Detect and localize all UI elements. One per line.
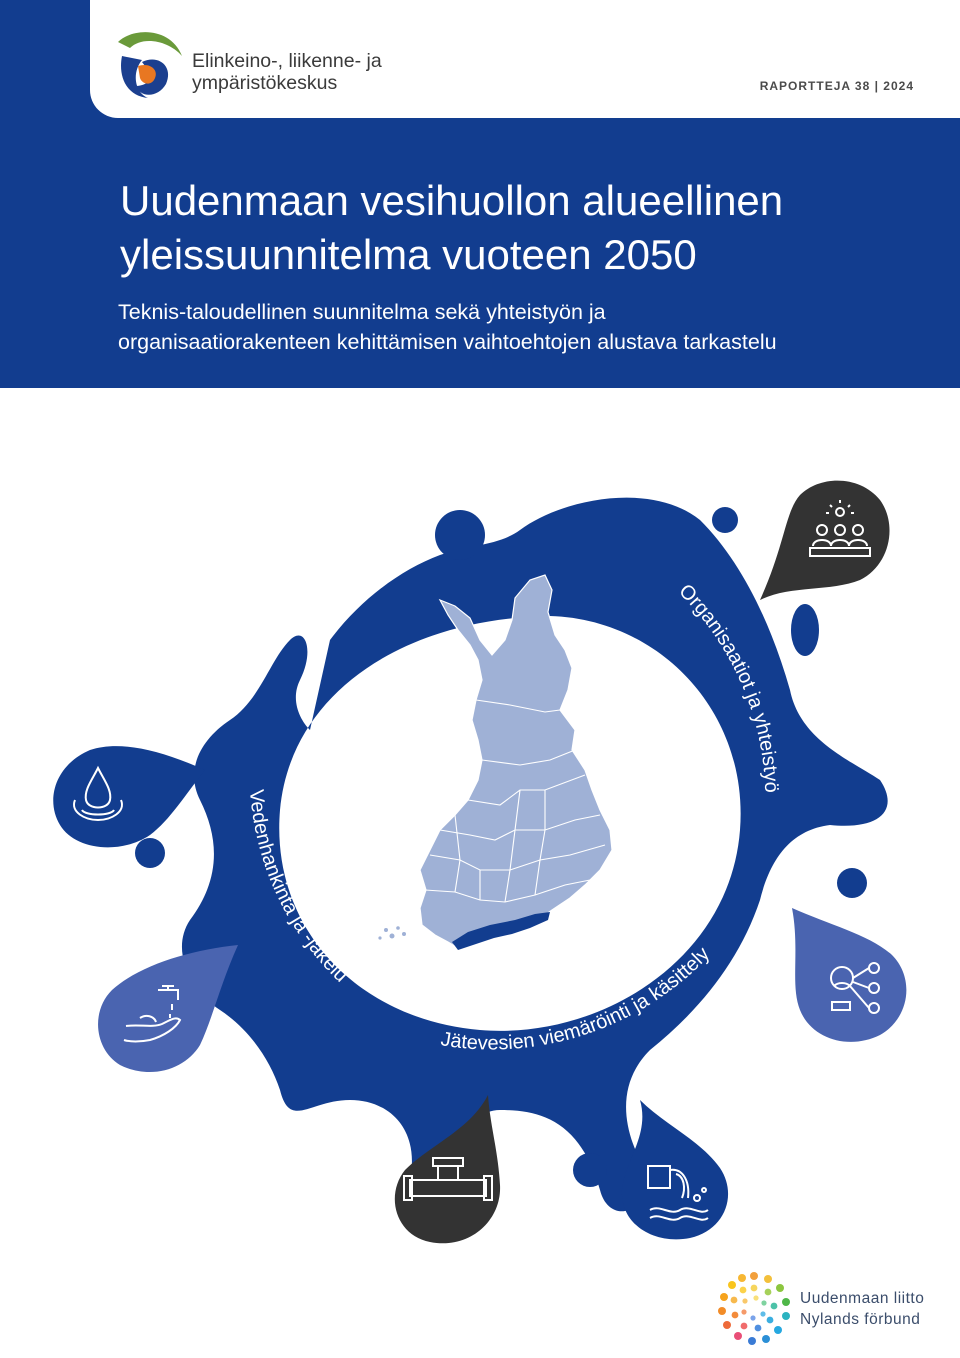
cover-subtitle-line2: organisaatiorakenteen kehittämisen vaihtoehtojen alustava tarkastelu [118, 330, 777, 354]
partner-name-line2: Nylands förbund [800, 1311, 921, 1328]
drop-networks [792, 908, 906, 1042]
publisher-name-line1: Elinkeino-, liikenne- ja [192, 50, 382, 72]
cover-title [120, 174, 920, 282]
theme-label-water-supply: Vedenhankinta ja -jakelu [244, 788, 353, 987]
partner-name-line1: Uudenmaan liitto [800, 1290, 925, 1307]
theme-label-organisations: Organisaatiot ja yhteistyö [674, 580, 783, 794]
drop-collaboration [760, 481, 890, 600]
publisher-name [192, 50, 382, 94]
publisher-name-line2: ympäristökeskus [192, 72, 338, 94]
theme-label-wastewater: Jätevesien viemäröinti ja käsittely [439, 943, 715, 1055]
cover-subtitle [118, 297, 918, 357]
uusimaa-regional-council-logo-icon [716, 1270, 792, 1346]
water-splash-illustration [0, 388, 960, 1268]
cover-title-line1: Uudenmaan vesihuollon alueellinen [120, 177, 784, 224]
report-series-number: RAPORTTEJA 38 | 2024 [759, 79, 914, 93]
ely-centre-logo-icon [108, 26, 186, 102]
partner-name [800, 1288, 924, 1330]
cover-subtitle-line1: Teknis-taloudellinen suunnitelma sekä yhteistyön ja [118, 300, 606, 324]
cover-title-line2: yleissuunnitelma vuoteen 2050 [120, 231, 697, 278]
drop-wastewater-treatment [622, 1100, 728, 1239]
drop-water-distribution [98, 945, 238, 1072]
drop-water-source [53, 746, 205, 847]
